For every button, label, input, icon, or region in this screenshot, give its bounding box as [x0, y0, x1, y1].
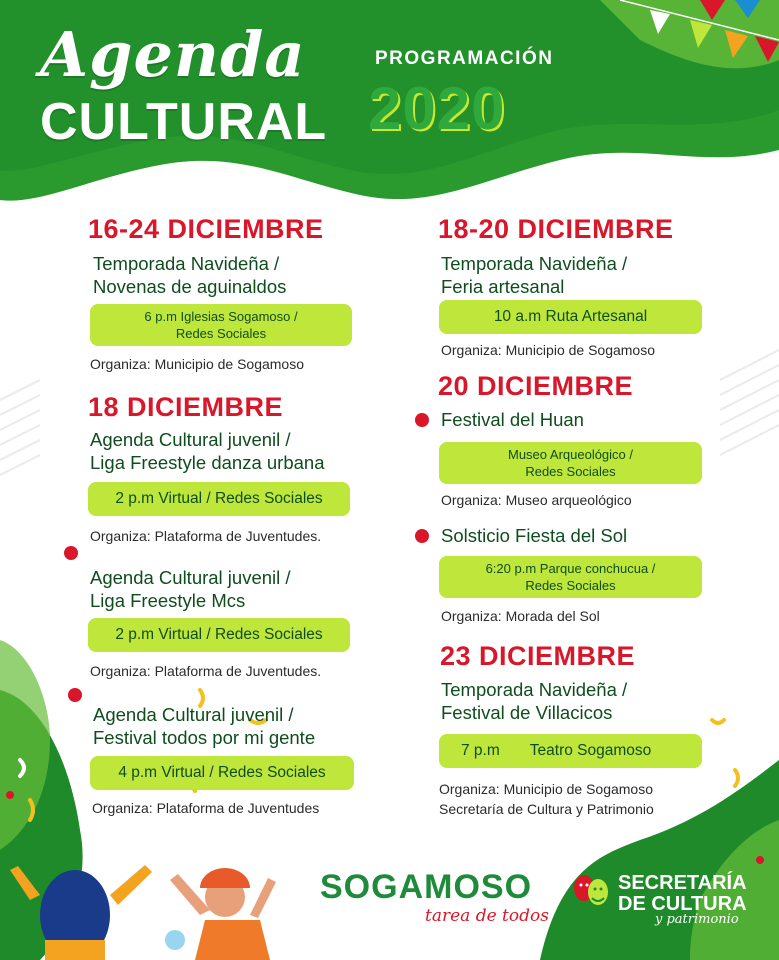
right-event1-organizer: Organiza: Municipio de Sogamoso [441, 342, 656, 358]
left-event1-organizer: Organiza: Municipio de Sogamoso [90, 356, 305, 372]
left-date-18: 18 DICIEMBRE [88, 392, 284, 422]
bullet-dot [415, 413, 429, 427]
right-event4-pill [439, 734, 702, 768]
sogamoso-logo: SOGAMOSO [320, 868, 533, 906]
right-date-18-20: 18-20 DICIEMBRE [438, 214, 674, 244]
secretaria-slogan: y patrimonio [655, 912, 739, 927]
secretaria-logo-line1: SECRETARÍA [618, 872, 747, 894]
pill-time: 7 p.m [461, 742, 500, 759]
right-event1-line2: Feria artesanal [441, 276, 565, 297]
left-date-16-24: 16-24 DICIEMBRE [88, 214, 324, 244]
right-event4-line1: Temporada Navideña / [441, 679, 628, 700]
right-date-23: 23 DICIEMBRE [440, 641, 636, 671]
pill-line: Museo Arqueológico / [507, 447, 634, 462]
right-event4-organizer-line2: Secretaría de Cultura y Patrimonio [439, 801, 654, 817]
left-event4-pill: 4 p.m Virtual / Redes Sociales [90, 756, 354, 790]
left-event1-line1: Temporada Navideña / [93, 253, 280, 274]
title-cultural: CULTURAL [40, 93, 328, 151]
left-event2-organizer: Organiza: Plataforma de Juventudes. [90, 528, 322, 544]
secretaria-logo-line2: DE CULTURA [618, 893, 747, 915]
left-event4-organizer: Organiza: Plataforma de Juventudes [92, 800, 320, 816]
left-event2-pill: 2 p.m Virtual / Redes Sociales [88, 482, 350, 516]
left-event2-line1: Agenda Cultural juvenil / [90, 429, 291, 450]
title-agenda: Agenda [40, 18, 306, 91]
pill-line: Redes Sociales [525, 578, 616, 593]
left-event1-line2: Novenas de aguinaldos [93, 276, 287, 297]
sogamoso-slogan: tarea de todos [425, 906, 549, 926]
pill-line: Redes Sociales [175, 326, 267, 341]
right-event3-title: Solsticio Fiesta del Sol [441, 525, 628, 546]
right-event3-pill [439, 556, 702, 598]
theater-masks-icon [570, 870, 612, 918]
pill-line: 6 p.m Iglesias Sogamoso / [144, 309, 298, 324]
right-event4-line2: Festival de Villacicos [441, 702, 613, 723]
left-event3-line1: Agenda Cultural juvenil / [90, 567, 291, 588]
left-event3-line2: Liga Freestyle Mcs [90, 590, 246, 611]
year-label: 2020 [368, 75, 506, 142]
right-date-20: 20 DICIEMBRE [438, 371, 634, 401]
secretaria-logo [618, 873, 747, 915]
right-event2-title: Festival del Huan [441, 409, 584, 430]
left-event2-line2: Liga Freestyle danza urbana [90, 452, 325, 473]
left-event4-line1: Agenda Cultural juvenil / [93, 704, 294, 725]
right-event2-organizer: Organiza: Museo arqueológico [441, 492, 632, 508]
pill-line: Redes Sociales [525, 464, 616, 479]
right-event4-organizer-line1: Organiza: Municipio de Sogamoso [439, 781, 654, 797]
programacion-label: PROGRAMACIÓN [375, 48, 554, 69]
right-event2-pill [439, 442, 702, 484]
left-event1-pill [90, 304, 352, 346]
right-event1-line1: Temporada Navideña / [441, 253, 628, 274]
left-event3-organizer: Organiza: Plataforma de Juventudes. [90, 663, 322, 679]
bullet-dot [415, 529, 429, 543]
pill-line: 6:20 p.m Parque conchucua / [485, 561, 656, 576]
left-event4-line2: Festival todos por mi gente [93, 727, 316, 748]
bullet-dot [68, 688, 82, 702]
pill-place: Teatro Sogamoso [529, 742, 652, 759]
right-event1-pill: 10 a.m Ruta Artesanal [439, 300, 702, 334]
left-event3-pill: 2 p.m Virtual / Redes Sociales [88, 618, 350, 652]
bullet-dot [64, 546, 78, 560]
right-event3-organizer: Organiza: Morada del Sol [441, 608, 600, 624]
